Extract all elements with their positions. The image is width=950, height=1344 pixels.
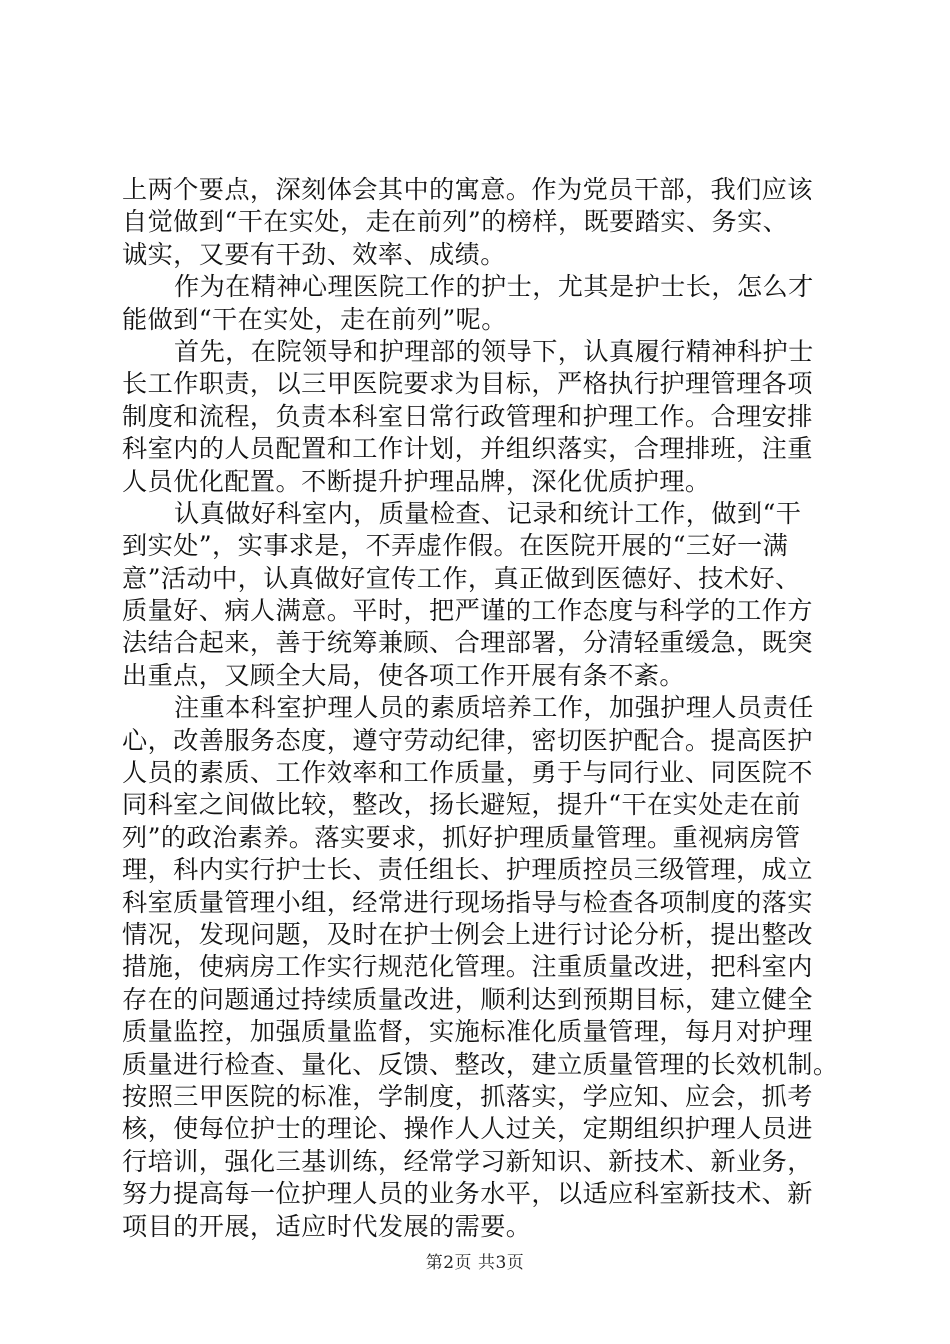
text-line: 质量进行检查、量化、反馈、整改，建立质量管理的长效机制。: [122, 1049, 839, 1079]
text-line: 按照三甲医院的标准，学制度，抓落实，学应知、应会，抓考: [122, 1081, 813, 1111]
text-line: 行培训，强化三基训练，经常学习新知识、新技术、新业务，: [122, 1146, 813, 1176]
text-line: 列”的政治素养。落实要求，抓好护理质量管理。重视病房管: [122, 822, 801, 852]
text-line: 心，改善服务态度，遵守劳动纪律，密切医护配合。提高医护: [122, 725, 813, 755]
text-line: 情况，发现问题，及时在护士例会上进行讨论分析，提出整改: [122, 919, 813, 949]
text-line: 法结合起来，善于统筹兼顾、合理部署，分清轻重缓急，既突: [122, 628, 813, 658]
text-line: 质量好、病人满意。平时，把严谨的工作态度与科学的工作方: [122, 596, 813, 626]
paragraph-first-line: 作为在精神心理医院工作的护士，尤其是护士长，怎么才: [174, 272, 814, 302]
text-line: 科室内的人员配置和工作计划，并组织落实，合理排班，注重: [122, 434, 813, 464]
text-line: 人员的素质、工作效率和工作质量，勇于与同行业、同医院不: [122, 758, 813, 788]
text-line: 理，科内实行护士长、责任组长、护理质控员三级管理，成立: [122, 855, 813, 885]
text-line: 存在的问题通过持续质量改进，顺利达到预期目标，建立健全: [122, 984, 813, 1014]
text-line: 能做到“干在实处，走在前列”呢。: [122, 304, 507, 334]
paragraph-first-line: 首先，在院领导和护理部的领导下，认真履行精神科护士: [174, 336, 814, 366]
text-line: 措施，使病房工作实行规范化管理。注重质量改进，把科室内: [122, 952, 813, 982]
paragraph-first-line: 注重本科室护理人员的素质培养工作，加强护理人员责任: [174, 693, 814, 723]
document-body: [122, 174, 838, 1243]
text-line: 人员优化配置。不断提升护理品牌，深化优质护理。: [122, 466, 711, 496]
text-line: 上两个要点，深刻体会其中的寓意。作为党员干部，我们应该: [122, 175, 813, 204]
text-line: 长工作职责，以三甲医院要求为目标，严格执行护理管理各项: [122, 369, 813, 399]
text-line: 出重点，又顾全大局，使各项工作开展有条不紊。: [122, 660, 685, 690]
text-line: 努力提高每一位护理人员的业务水平，以适应科室新技术、新: [122, 1179, 813, 1209]
text-line: 制度和流程，负责本科室日常行政管理和护理工作。合理安排: [122, 401, 813, 431]
paragraph-first-line: 认真做好科室内，质量检查、记录和统计工作，做到“干: [174, 498, 802, 528]
page-number-footer: 第2页 共3页: [425, 1253, 525, 1273]
text-line: 科室质量管理小组，经常进行现场指导与检查各项制度的落实: [122, 887, 813, 917]
text-line: 项目的开展，适应时代发展的需要。: [122, 1211, 532, 1241]
text-line: 诚实，又要有干劲、效率、成绩。: [122, 239, 506, 269]
text-line: 质量监控，加强质量监督，实施标准化质量管理，每月对护理: [122, 1017, 813, 1047]
text-line: 意”活动中，认真做好宣传工作，真正做到医德好、技术好、: [122, 563, 801, 593]
text-line: 同科室之间做比较，整改，扬长避短，提升“干在实处走在前: [122, 790, 801, 820]
text-line: 核，使每位护士的理论、操作人人过关，定期组织护理人员进: [122, 1114, 813, 1144]
text-line: 自觉做到“干在实处，走在前列”的榜样，既要踏实、务实、: [122, 207, 789, 237]
text-line: 到实处”，实事求是，不弄虚作假。在医院开展的“三好一满: [122, 531, 789, 561]
